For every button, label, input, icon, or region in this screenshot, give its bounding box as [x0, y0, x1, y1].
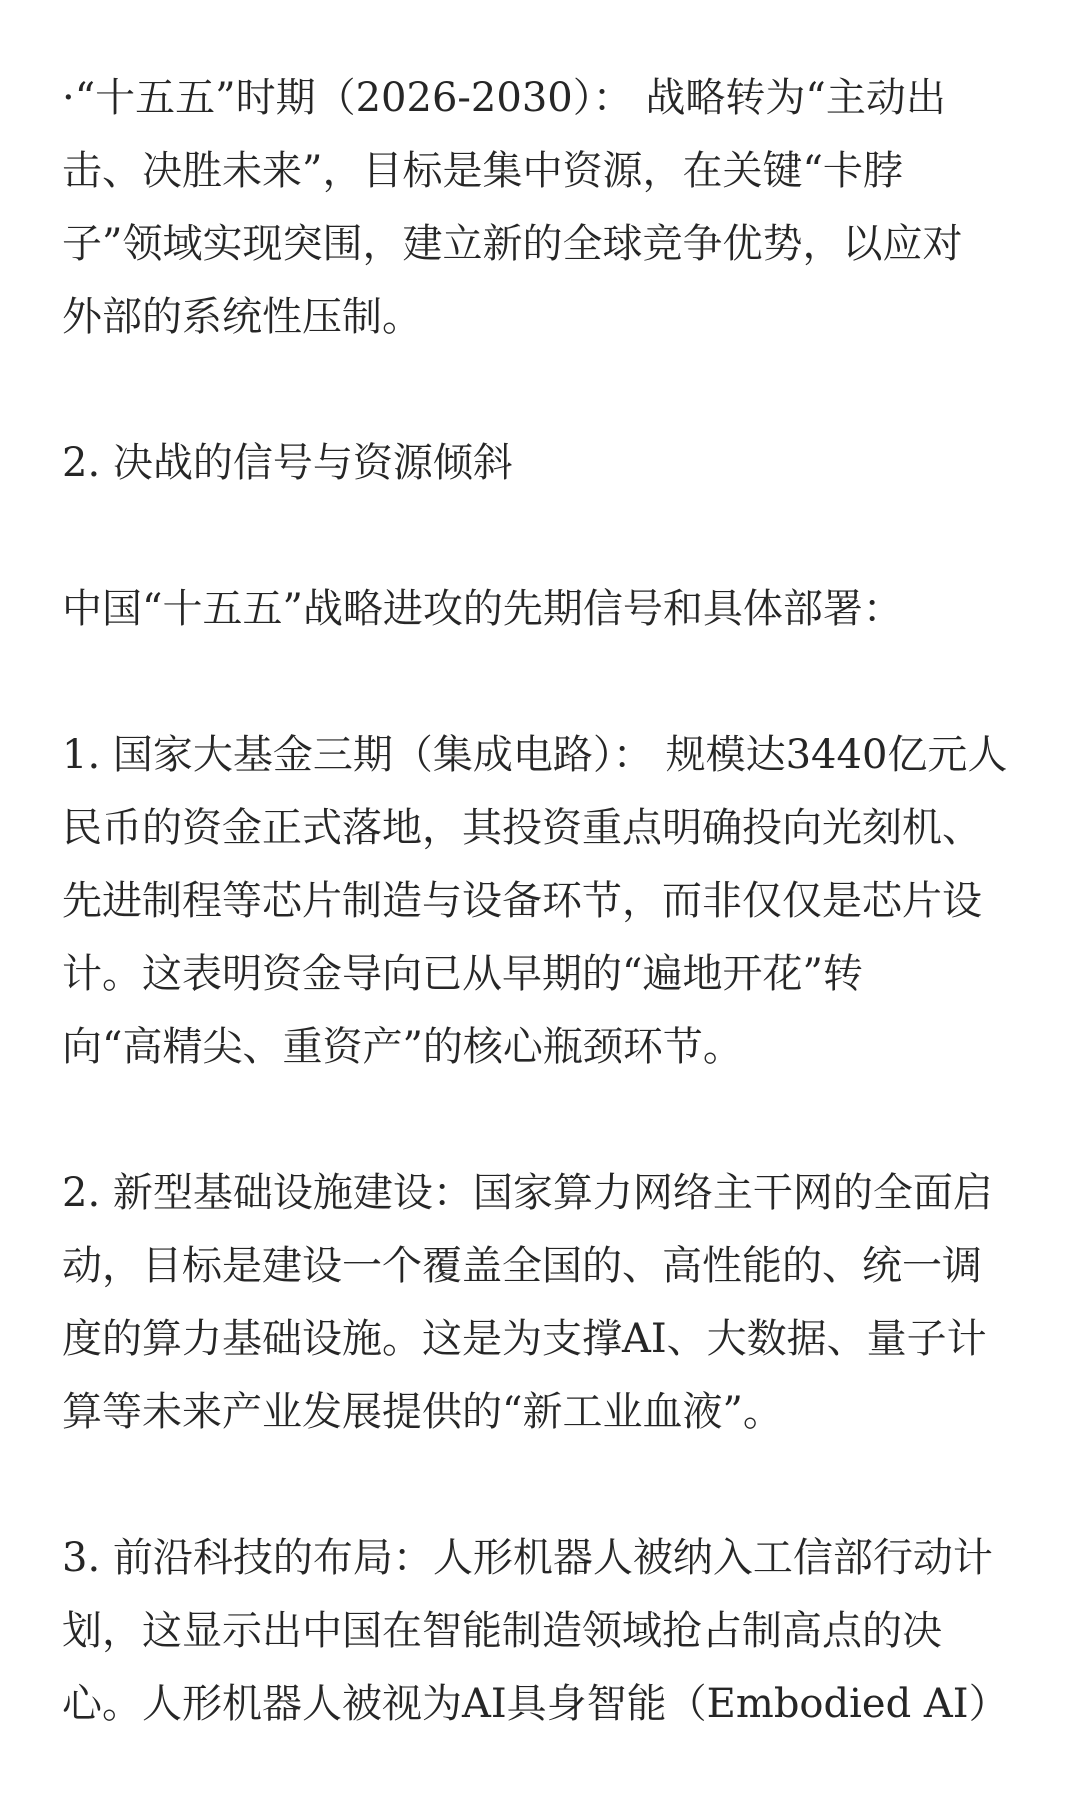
text-line: 先进制程等芯片制造与设备环节，而非仅仅是芯片设	[62, 878, 982, 924]
text-line: 2. 新型基础设施建设：国家算力网络主干网的全面启	[62, 1170, 993, 1216]
text-line: 向“高精尖、重资产”的核心瓶颈环节。	[62, 1024, 743, 1070]
text-line: 心。人形机器人被视为AI具身智能（Embodied AI）	[62, 1681, 1009, 1727]
text-line: 外部的系统性压制。	[62, 294, 422, 340]
text-line: 1. 国家大基金三期（集成电路）： 规模达3440亿元人	[62, 732, 1008, 778]
paragraph-spacer	[62, 1084, 1022, 1157]
text-line: 子”领域实现突围，建立新的全球竞争优势，以应对	[62, 221, 963, 267]
paragraph-spacer	[62, 500, 1022, 573]
list-item-new-infrastructure	[62, 1157, 1022, 1449]
paragraph-15th-five-year-period	[62, 62, 1022, 354]
text-line: 中国“十五五”战略进攻的先期信号和具体部署：	[62, 586, 903, 632]
text-line: ·“十五五”时期（2026-2030）： 战略转为“主动出	[62, 75, 946, 121]
paragraph-spacer	[62, 646, 1022, 719]
paragraph-spacer	[62, 1449, 1022, 1522]
text-line: 民币的资金正式落地，其投资重点明确投向光刻机、	[62, 805, 982, 851]
text-line: 计。这表明资金导向已从早期的“遍地开花”转	[62, 951, 863, 997]
text-line: 算等未来产业发展提供的“新工业血液”。	[62, 1389, 783, 1435]
paragraph-intro-signals	[62, 573, 1022, 646]
list-item-big-fund-phase-three	[62, 719, 1022, 1084]
section-heading-signals-resources	[62, 427, 1022, 500]
text-line: 动，目标是建设一个覆盖全国的、高性能的、统一调	[62, 1243, 982, 1289]
text-line: 3. 前沿科技的布局：人形机器人被纳入工信部行动计	[62, 1535, 993, 1581]
text-line: 度的算力基础设施。这是为支撑AI、大数据、量子计	[62, 1316, 987, 1362]
text-line: 划，这显示出中国在智能制造领域抢占制高点的决	[62, 1608, 942, 1654]
list-item-frontier-tech	[62, 1522, 1022, 1741]
paragraph-spacer	[62, 354, 1022, 427]
article-content	[62, 62, 1022, 1741]
text-line: 2. 决战的信号与资源倾斜	[62, 440, 513, 486]
text-line: 击、决胜未来”，目标是集中资源，在关键“卡脖	[62, 148, 903, 194]
